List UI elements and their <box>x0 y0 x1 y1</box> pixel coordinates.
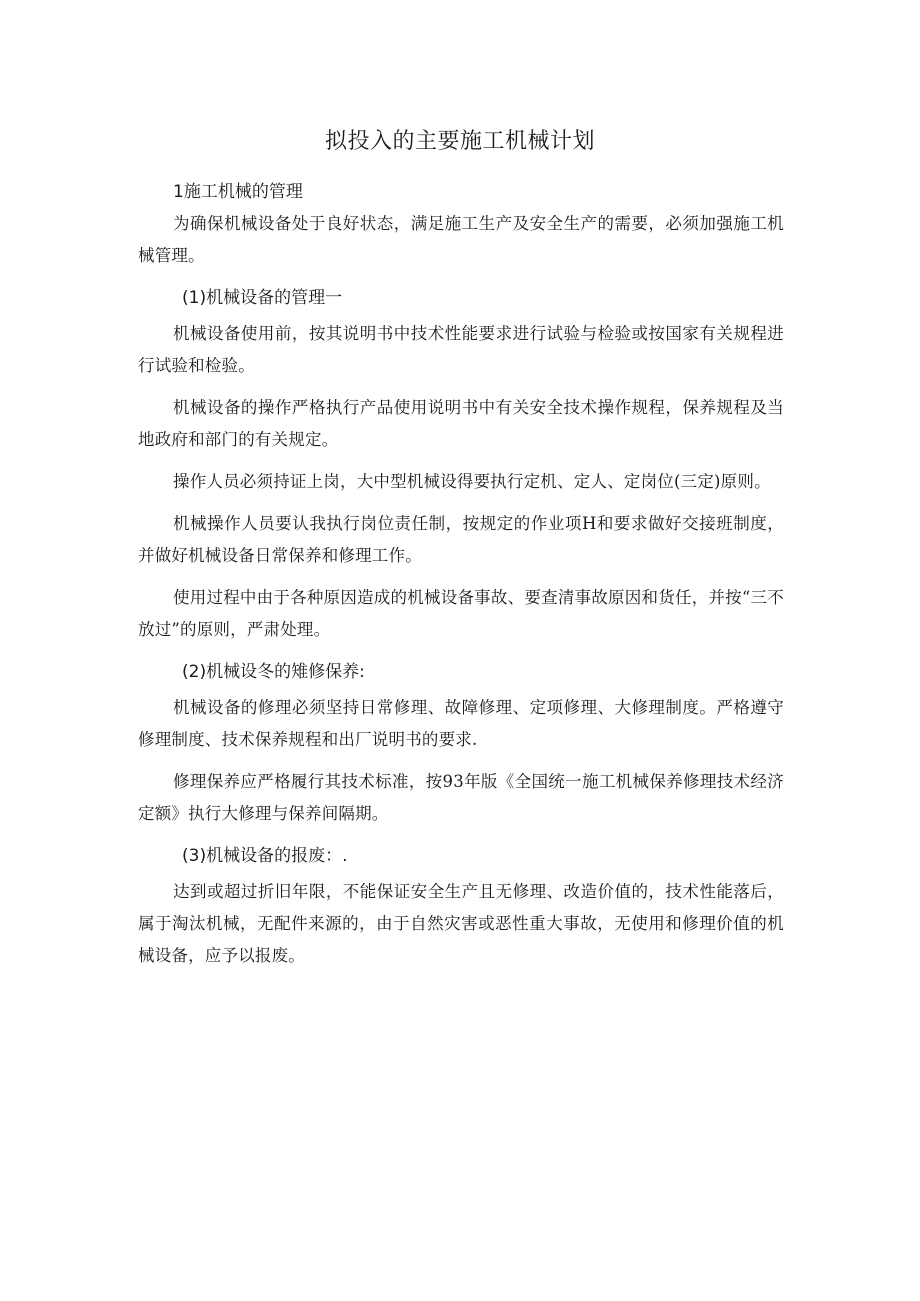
subsection-heading-equipment-management: (1)机械设备的管理一 <box>182 288 343 308</box>
paragraph-responsibility-system: 机械操作人员要认我执行岗位责任制，按规定的作业项H和要求做好交接班制度，并做好机械设备日常保养和修理工作。 <box>138 514 784 565</box>
section-heading-machinery-management: 1施工机械的管理 <box>173 182 303 202</box>
subsection-heading-scrapping: (3)机械设备的报废：. <box>182 846 348 866</box>
paragraph-scrapping-criteria: 达到或超过折旧年限，不能保证安全生产且无修理、改造价值的，技术性能落后，属于淘汰机械，无配件来源的，由于自然灾害或恶性重大事故，无使用和修理价值的机械设备，应予以报废。 <box>138 882 784 965</box>
subsection-heading-maintenance: (2)机械设冬的雉修保养: <box>182 662 365 682</box>
document-body <box>138 176 784 982</box>
paragraph-accident-handling: 使用过程中由于各种原因造成的机械设备事故、要查清事故原因和货任，并按“三不放过”的原则，严肃处理。 <box>138 588 784 639</box>
paragraph-certified-operators: 操作人员必须持证上岗，大中型机械设得要执行定机、定人、定岗位(三定)原则。 <box>173 472 771 491</box>
paragraph-repair-system: 机械设备的修理必须坚持日常修理、故障修理、定项修理、大修理制度。严格遵守修理制度、技术保养规程和出厂说明书的要求. <box>138 698 784 749</box>
section-intro-paragraph: 为确保机械设备处于良好状态，满足施工生产及安全生产的需要，必须加强施工机械管理。 <box>138 214 784 265</box>
paragraph-testing-before-use: 机械设备使用前，按其说明书中技术性能要求进行试验与检验或按国家有关规程进行试验和检验。 <box>138 324 784 375</box>
paragraph-operation-rules: 机械设备的操作严格执行产品使用说明书中有关安全技术操作规程，保养规程及当地政府和部门的有关规定。 <box>138 398 784 449</box>
document-title: 拟投入的主要施工机械计划 <box>324 129 595 154</box>
paragraph-maintenance-standards: 修理保养应严格履行其技术标准，按93年版《全国统一施工机械保养修理技术经济定额》执行大修理与保养间隔期。 <box>138 772 784 823</box>
